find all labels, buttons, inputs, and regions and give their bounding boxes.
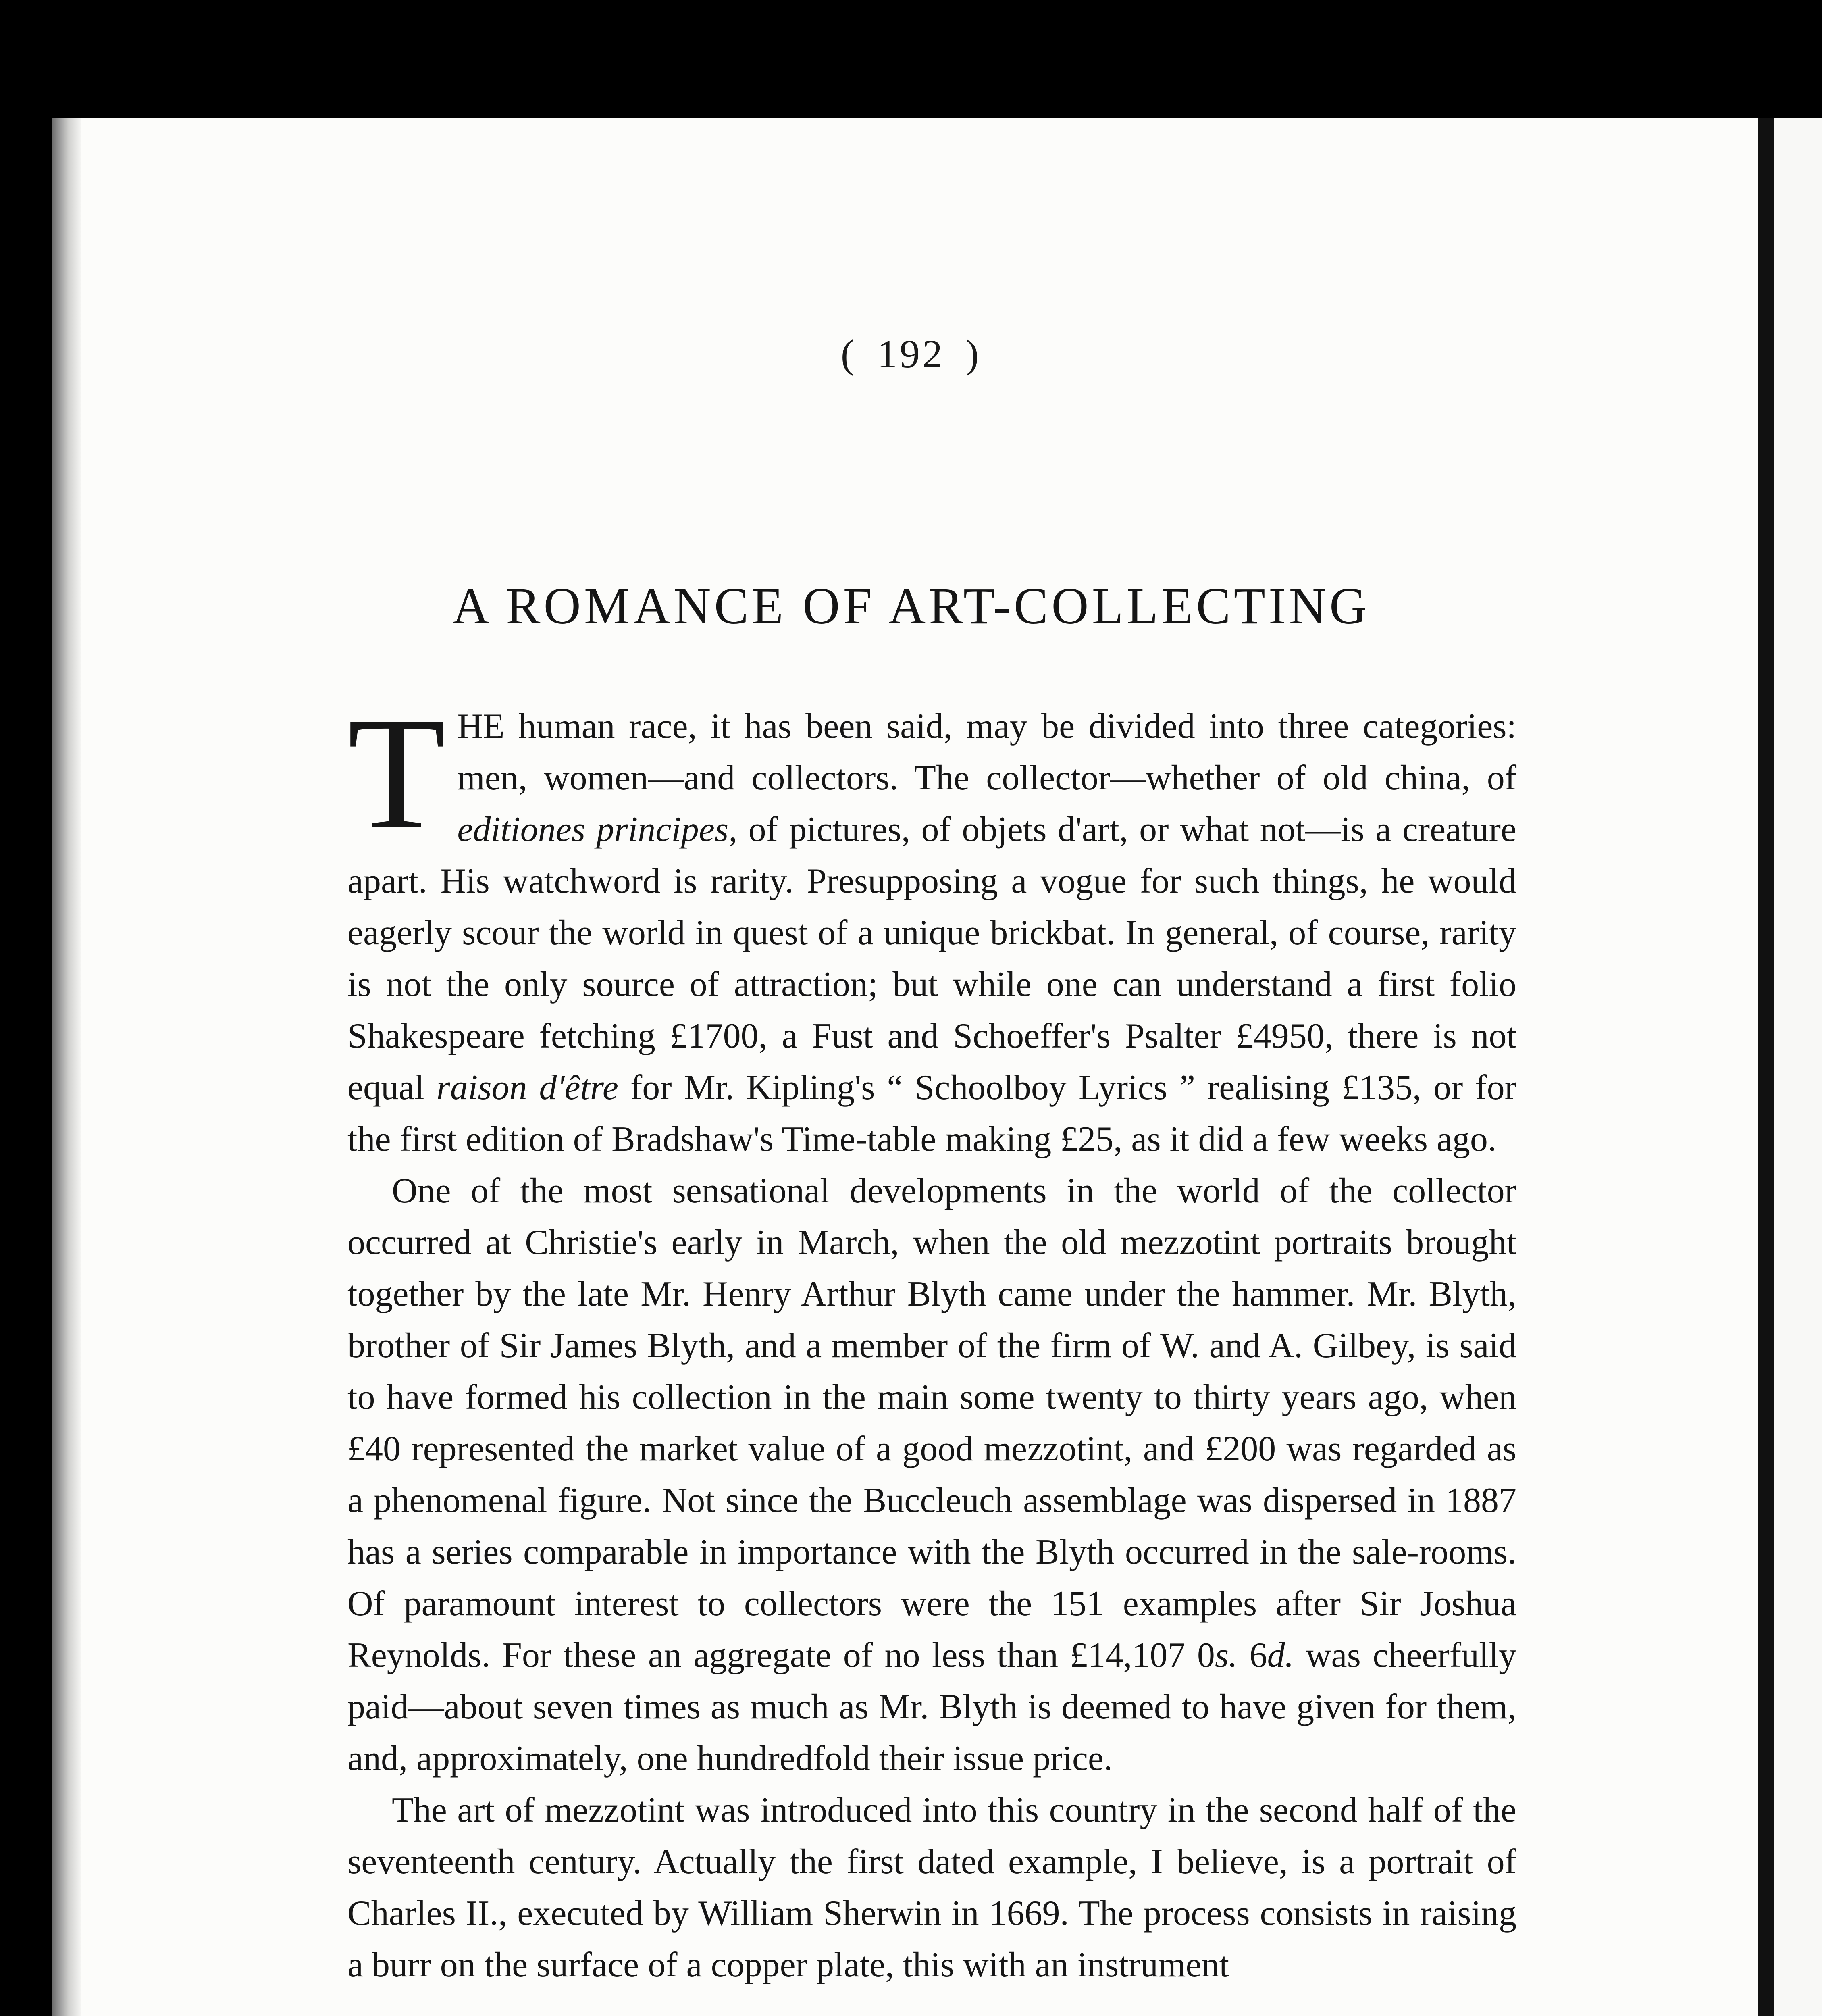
page-gutter	[1758, 118, 1774, 2016]
paragraph-2-italic-a: s.	[1215, 1636, 1238, 1675]
paragraph-3	[347, 1785, 1516, 1991]
paragraph-2-text-c: was cheerfully paid—about seven times as much as Mr. Blyth is deemed to have given for them, and, approximately, one hundredfold their issue price.	[347, 1636, 1516, 1778]
page-binding-edge	[52, 118, 81, 2016]
paragraph-1-text-a: HE human race, it has been said, may be divided into three categories: men, women—and collectors. The collector—whether of old china, of	[457, 707, 1516, 798]
article-body	[347, 684, 1517, 1991]
paragraph-2-text-a: One of the most sensational developments in the world of the collector occurred at Christie's early in March, when the old mezzotint portraits brought together by the late Mr. Henry Arthur Blyth came under the hammer. Mr. Blyth, brother of Sir James Blyth, and a member of the firm of W. and A. Gilbey, is said to have formed his collection in the main some twenty to thirty years ago, when £40 represented the market value of a good mezzotint, and £200 was regarded as a phenomenal figure. Not since the Buccleuch assemblage was dispersed in 1887 has a series comparable in importance with the Blyth occurred in the sale-rooms. Of paramount interest to collectors were the 151 examples after Sir Joshua Reynolds. For these an aggregate of no less than £14,107 0	[347, 1171, 1516, 1675]
paragraph-1	[347, 684, 1517, 1165]
page-number: ( 192 )	[840, 331, 982, 376]
paragraph-2-text-b: 6	[1238, 1636, 1267, 1675]
paragraph-3-text: The art of mezzotint was introduced into this country in the second half of the seventeenth century. Actually the first dated example, I believe, is a portrait of Charles II., executed by William Sherwin in 1669. The process consists in raising a burr on the surface of a copper plate, this with an instrument	[347, 1791, 1516, 1985]
paragraph-1-italic-b: raison d'être	[436, 1068, 618, 1107]
paragraph-2-italic-b: d.	[1267, 1636, 1294, 1675]
paragraph-1-italic-a: editiones principes,	[457, 810, 738, 849]
paragraph-1-text-b: of pictures, of objets d'art, or what not—is a creature apart. His watchword is rarity. Presupposing a vogue for such things, he would eagerly scour the world in quest of a unique brickbat. In general, of course, rarity is not the only source of attraction; but while one can understand a first folio Shakespeare fetching £1700, a Fust and Schoeffer's Psalter £4950, there is not equal	[347, 810, 1517, 1107]
drop-cap: T	[347, 684, 446, 862]
paragraph-1-text-c: for Mr. Kipling's “ Schoolboy Lyrics ” realising £135, or for the first edition of Bradshaw's Time-table making £25, as it did a few weeks ago.	[347, 1068, 1516, 1159]
paragraph-2	[347, 1165, 1516, 1785]
adjacent-page-edge	[1774, 118, 1822, 2016]
article-title: A ROMANCE OF ART-COLLECTING	[452, 577, 1370, 635]
